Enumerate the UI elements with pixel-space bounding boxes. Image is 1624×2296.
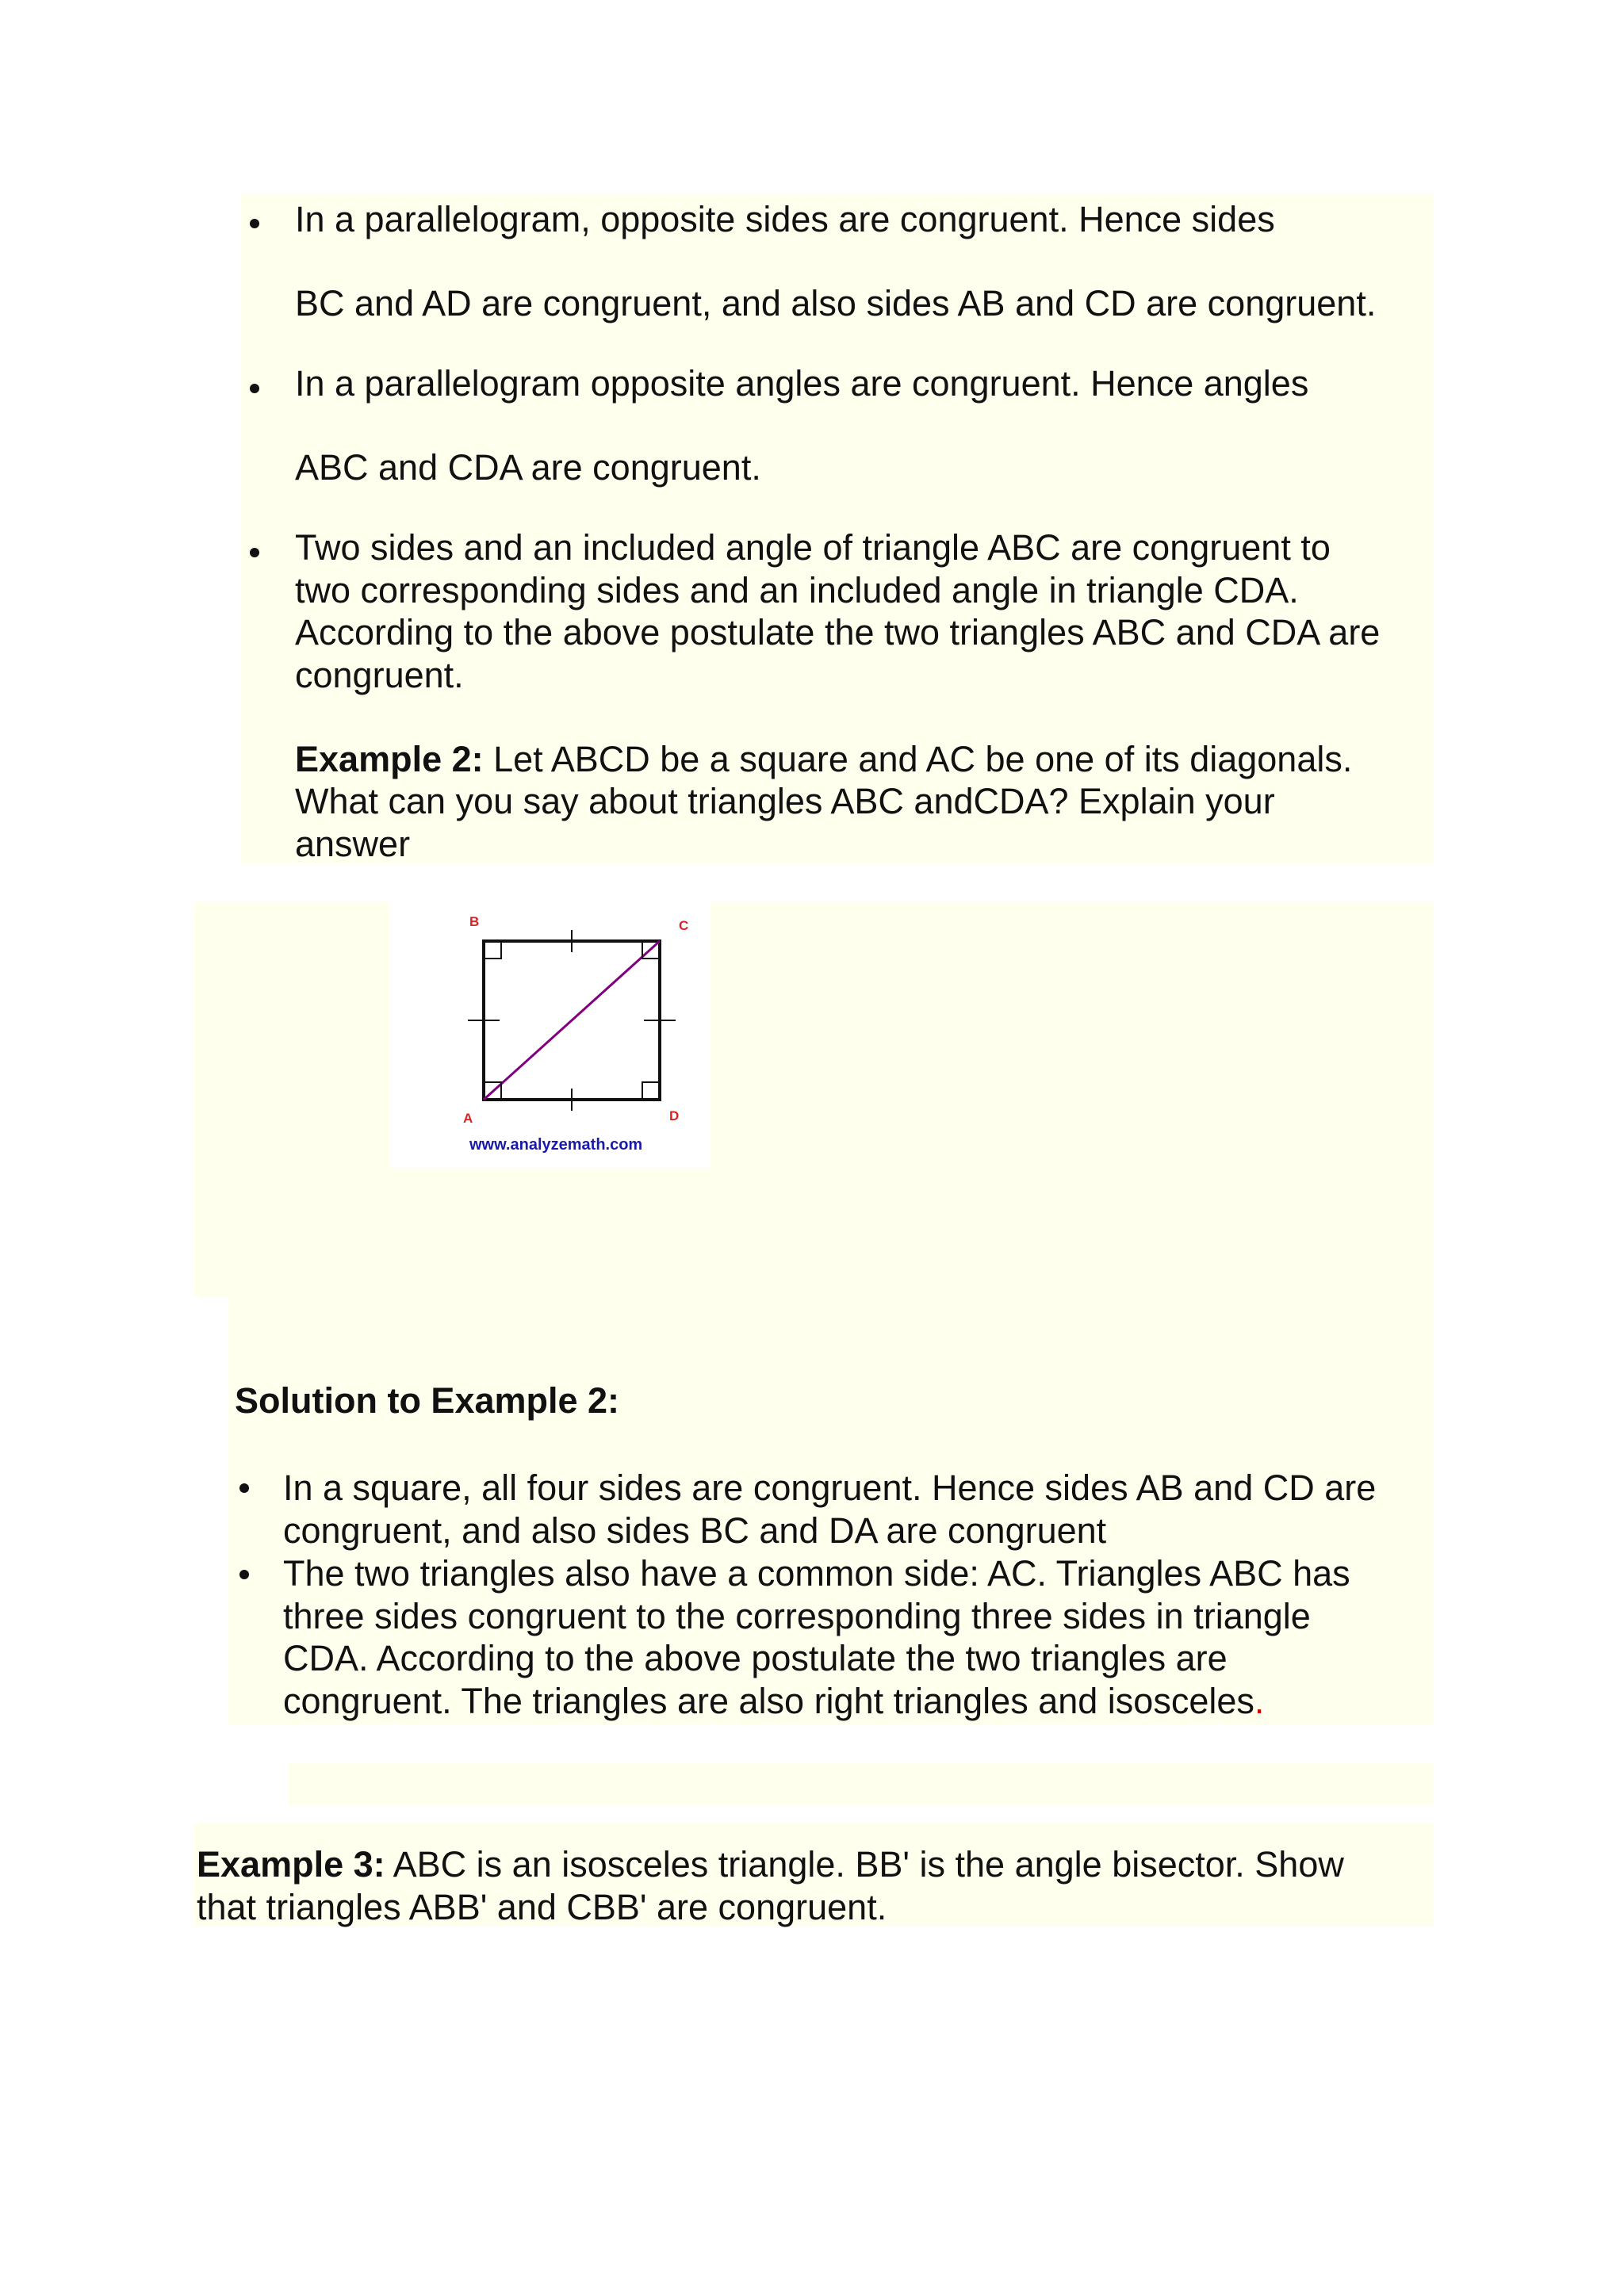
watermark-text: www.analyzemath.com [469, 1136, 643, 1154]
bullet-marker [239, 1483, 249, 1493]
solution-bullet2-line3: CDA. According to the above postulate the two triangles are [283, 1638, 1228, 1678]
example2-label: Example 2: [295, 739, 484, 779]
solution-bullet1-line1: In a square, all four sides are congruent. Hence sides AB and CD are [283, 1468, 1377, 1508]
bullet-marker [250, 384, 259, 393]
bullet1-line1: In a parallelogram, opposite sides are congruent. Hence sides [295, 199, 1275, 239]
example3-line1-text: ABC is an isosceles triangle. BB' is the angle bisector. Show [385, 1844, 1344, 1885]
bullet-marker [250, 219, 259, 228]
vertex-label-a: A [463, 1111, 473, 1126]
square-figure [390, 901, 710, 1168]
example3-label: Example 3: [197, 1844, 385, 1885]
vertex-label-c: C [679, 918, 689, 933]
example2-line3: answer [295, 824, 411, 864]
vertex-label-d: D [669, 1108, 680, 1123]
solution-bullet2-line2: three sides congruent to the corresponding three sides in triangle [283, 1596, 1311, 1636]
bullet-marker [250, 548, 259, 557]
solution2-heading [235, 1380, 619, 1422]
highlight-strip [289, 1762, 1434, 1805]
example2-line2: What can you say about triangles ABC andCDA? Explain your [295, 781, 1275, 821]
example2-line1-text: Let ABCD be a square and AC be one of its diagonals. [483, 739, 1353, 779]
solution2-heading-text: Solution to Example 2: [235, 1380, 620, 1421]
highlight-block-figure-right [710, 901, 1434, 1296]
bullet3-line3: According to the above postulate the two triangles ABC and CDA are [295, 612, 1381, 652]
red-period: . [1254, 1681, 1265, 1721]
solution-bullet2-line4-text: congruent. The triangles are also right triangles and isosceles [283, 1681, 1254, 1721]
bullet3-line1: Two sides and an included angle of triangle ABC are congruent to [295, 527, 1331, 568]
solution-bullet1-line2: congruent, and also sides BC and DA are congruent [283, 1510, 1107, 1551]
highlight-block-figure-left [193, 901, 390, 1296]
solution-bullet2-line4 [283, 1680, 1264, 1723]
bullet2-line1: In a parallelogram opposite angles are congruent. Hence angles [295, 363, 1309, 404]
diagonal-ac [484, 941, 660, 1100]
bullet3-line2: two corresponding sides and an included angle in triangle CDA. [295, 570, 1299, 610]
bullet3-line4: congruent. [295, 655, 464, 695]
example3-line2: that triangles ABB' and CBB' are congruent. [197, 1887, 887, 1927]
solution-bullet2-line1: The two triangles also have a common side: AC. Triangles ABC has [283, 1553, 1350, 1594]
bullet1-line2: BC and AD are congruent, and also sides AB and CD are congruent. [295, 283, 1377, 323]
example2-line1 [295, 738, 1352, 781]
highlight-block-figure-below [390, 1168, 710, 1296]
example3-line1 [197, 1843, 1344, 1886]
bullet-marker [239, 1570, 249, 1579]
bullet2-line2: ABC and CDA are congruent. [295, 447, 761, 488]
vertex-label-b: B [469, 914, 480, 929]
